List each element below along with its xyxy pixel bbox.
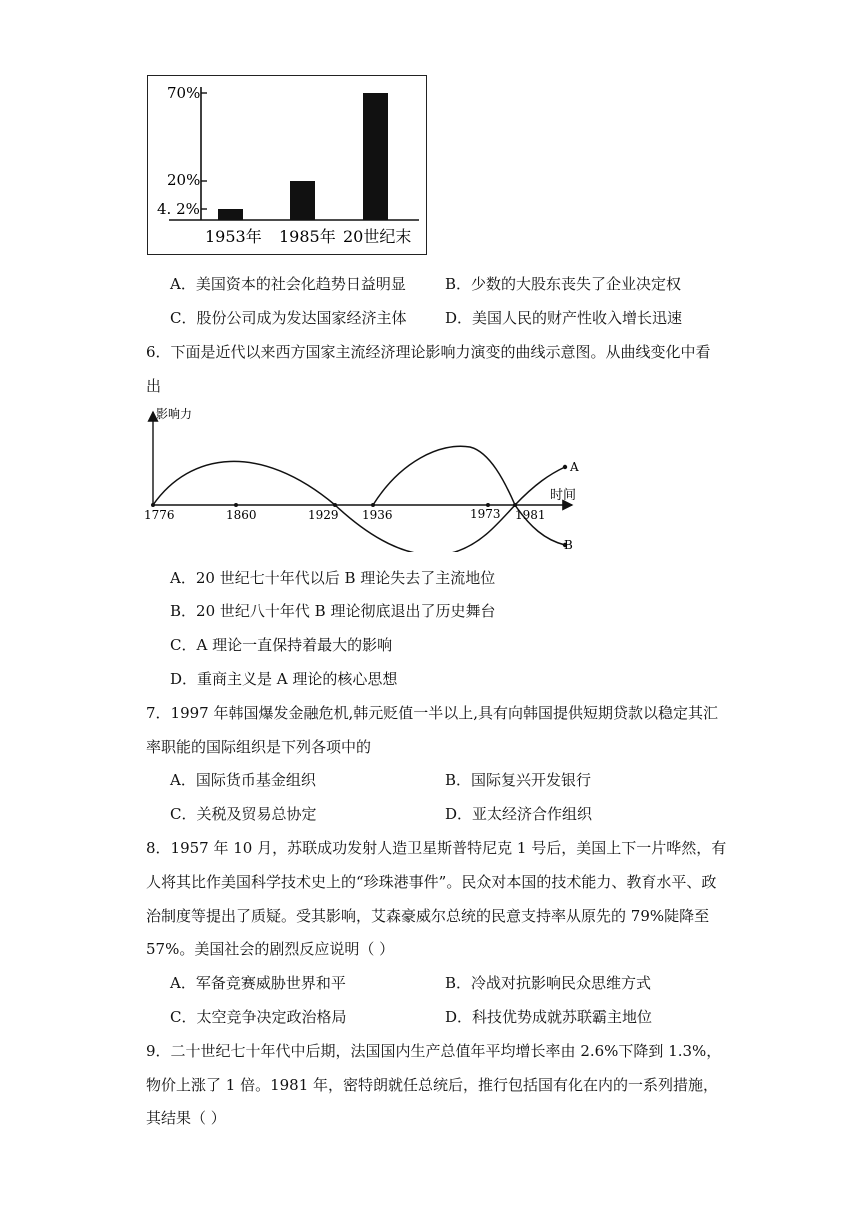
tick-label-70: 70%	[167, 84, 201, 102]
category-label-20th-century-end: 20世纪末	[343, 227, 412, 246]
q5-option-d[interactable]: D．美国人民的财产性收入增长迅速	[445, 309, 683, 327]
bar-1985	[290, 181, 315, 220]
q7-stem-line-1: 7．1997 年韩国爆发金融危机,韩元贬值一半以上,具有向韩国提供短期贷款以稳定其汇	[146, 704, 719, 722]
curve-a-endpoint	[563, 465, 567, 469]
q5-option-c[interactable]: C．股份公司成为发达国家经济主体	[170, 309, 407, 327]
q5-option-b[interactable]: B．少数的大股东丧失了企业决定权	[445, 275, 682, 293]
q5-option-a[interactable]: A．美国资本的社会化趋势日益明显	[170, 275, 406, 293]
bar-chart	[147, 75, 427, 255]
bar-1953	[218, 209, 243, 220]
q9-stem-line-2: 物价上涨了 1 倍。1981 年，密特朗就任总统后，推行包括国有化在内的一系列措施，	[146, 1076, 719, 1094]
curve-tick-1929: 1929	[308, 508, 339, 522]
tick-point-1936	[371, 503, 375, 507]
tick-label-20: 20%	[167, 171, 201, 189]
curve-a-path	[153, 461, 565, 552]
q8-stem-line-2: 人将其比作美国科学技术史上的“珍珠港事件”。民众对本国的技术能力、教育水平、政	[146, 873, 717, 891]
category-label-1953: 1953年	[205, 227, 262, 246]
q9-stem-line-1: 9．二十世纪七十年代中后期，法国国内生产总值年平均增长率由 2.6%下降到 1.3%，	[146, 1042, 722, 1060]
influence-curve-chart	[140, 402, 590, 552]
q7-option-a[interactable]: A．国际货币基金组织	[170, 771, 316, 789]
curve-tick-1973: 1973	[470, 507, 501, 521]
category-label-1985: 1985年	[279, 227, 336, 246]
curve-b-path	[373, 446, 565, 545]
q6-stem-line-1: 6．下面是近代以来西方国家主流经济理论影响力演变的曲线示意图。从曲线变化中看	[146, 343, 711, 361]
curve-b-label: B	[564, 538, 573, 552]
tick-point-1776	[151, 503, 155, 507]
q7-option-c[interactable]: C．关税及贸易总协定	[170, 805, 317, 823]
tick-point-1860	[234, 503, 238, 507]
q8-option-c[interactable]: C．太空竞争决定政治格局	[170, 1008, 347, 1026]
q6-stem-line-2: 出	[146, 377, 162, 395]
q6-option-b[interactable]: B．20 世纪八十年代 B 理论彻底退出了历史舞台	[170, 602, 496, 620]
curve-tick-1981: 1981	[515, 508, 546, 522]
q7-option-b[interactable]: B．国际复兴开发银行	[445, 771, 592, 789]
tick-label-4-2: 4. 2%	[157, 200, 200, 218]
q8-stem-line-4: 57%。美国社会的剧烈反应说明（ ）	[146, 940, 395, 958]
q8-option-a[interactable]: A．军备竞赛威胁世界和平	[170, 974, 346, 992]
q6-option-a[interactable]: A．20 世纪七十年代以后 B 理论失去了主流地位	[170, 569, 496, 587]
curve-tick-1776: 1776	[144, 508, 175, 522]
curve-tick-1860: 1860	[226, 508, 257, 522]
tick-point-1929	[333, 503, 337, 507]
q7-stem-line-2: 率职能的国际组织是下列各项中的	[146, 738, 372, 756]
curve-chart-y-label: 影响力	[156, 407, 193, 421]
q8-stem-line-1: 8．1957 年 10 月，苏联成功发射人造卫星斯普特尼克 1 号后，美国上下一片哗然，有	[146, 839, 727, 857]
q9-stem-line-3: 其结果（ ）	[146, 1109, 226, 1127]
bar-20th-century-end	[363, 93, 388, 220]
q6-option-c[interactable]: C．A 理论一直保持着最大的影响	[170, 636, 393, 654]
q6-option-d[interactable]: D．重商主义是 A 理论的核心思想	[170, 670, 398, 688]
tick-point-1981	[513, 503, 517, 507]
q8-option-d[interactable]: D．科技优势成就苏联霸主地位	[445, 1008, 653, 1026]
curve-a-label: A	[570, 460, 579, 474]
curve-chart-x-label: 时间	[550, 488, 577, 503]
q8-stem-line-3: 治制度等提出了质疑。受其影响，艾森豪威尔总统的民意支持率从原先的 79%陡降至	[146, 907, 710, 925]
q8-option-b[interactable]: B．冷战对抗影响民众思维方式	[445, 974, 652, 992]
q7-option-d[interactable]: D．亚太经济合作组织	[445, 805, 593, 823]
curve-tick-1936: 1936	[362, 508, 393, 522]
